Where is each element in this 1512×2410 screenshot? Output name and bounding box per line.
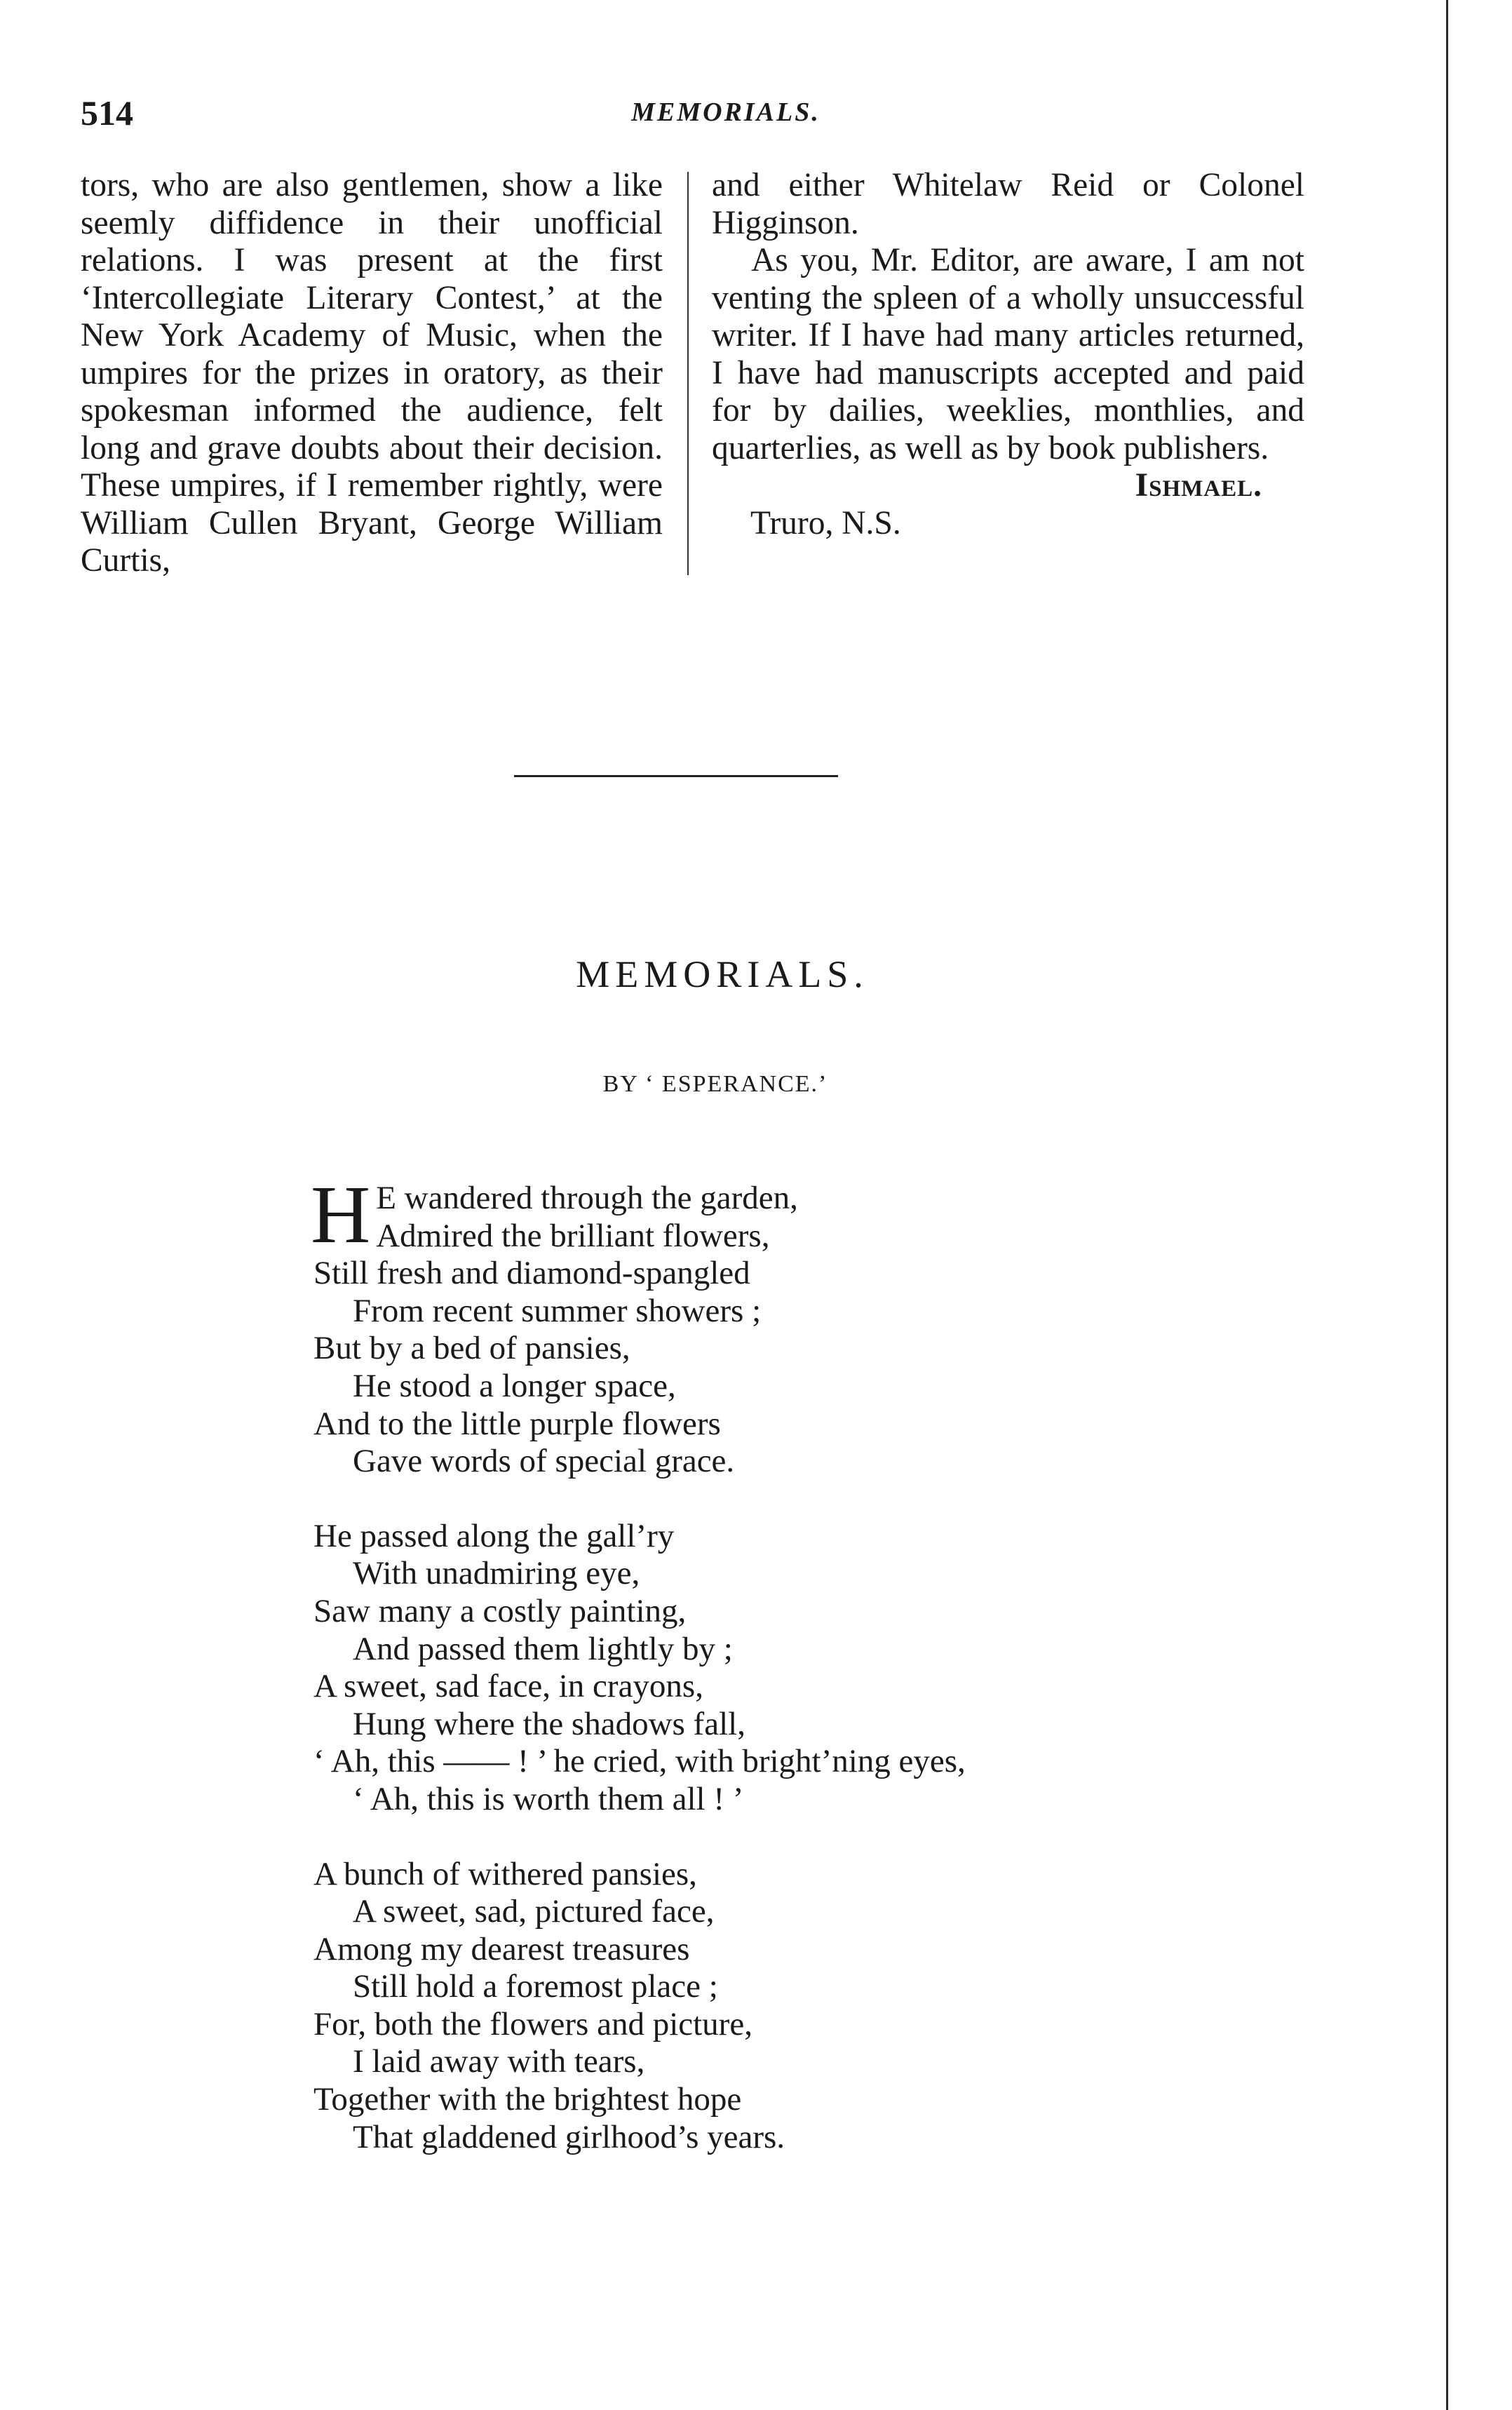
poem-stanza-2	[313, 1518, 1295, 1819]
poem-line: With unadmiring eye,	[353, 1555, 640, 1592]
poem-line: ‘ Ah, this —— ! ’ he cried, with bright’ning eyes,	[313, 1743, 966, 1780]
poem-line: A sweet, sad face, in crayons,	[313, 1668, 703, 1705]
poem-line: Still hold a foremost place ;	[353, 1968, 718, 2005]
poem-line: ‘ Ah, this is worth them all ! ’	[353, 1780, 744, 1817]
poem-title: MEMORIALS.	[576, 953, 869, 995]
poem-line: Still fresh and diamond-spangled	[313, 1255, 750, 1292]
poem-line: For, both the flowers and picture,	[313, 2005, 752, 2042]
poem-line: He passed along the gall’ry	[313, 1517, 675, 1554]
column-divider	[687, 172, 689, 575]
poem-line: Admired the brilliant flowers,	[376, 1217, 770, 1254]
poem-body	[311, 1169, 1295, 2193]
letter-place: Truro, N.S.	[750, 504, 901, 541]
letter-signature: Ishmael.	[1135, 467, 1262, 504]
drop-cap: H	[311, 1169, 371, 1260]
poem-line: That gladdened girlhood’s years.	[353, 2118, 785, 2155]
letter-paragraph: As you, Mr. Editor, are aware, I am not venting the spleen of a wholly unsuccessful writer. If I have had many articles returned, I have had manuscripts accepted and paid for by dailies, weeklies, monthlies, and quarterlies, as well as by book publishers.	[712, 242, 1304, 466]
poem-line: A sweet, sad, pictured face,	[353, 1893, 715, 1930]
poem-line: Hung where the shadows fall,	[353, 1705, 745, 1742]
poem-line: Saw many a costly painting,	[313, 1592, 687, 1629]
poem-byline: BY ‘ ESPERANCE.’	[602, 1071, 828, 1097]
poem-line: E wandered through the garden,	[376, 1180, 798, 1216]
running-title: MEMORIALS.	[631, 97, 821, 127]
poem-line: He stood a longer space,	[353, 1367, 676, 1404]
poem-line: From recent summer showers ;	[353, 1292, 762, 1329]
poem-line: And to the little purple flowers	[313, 1405, 721, 1442]
poem-line: Gave words of special grace.	[353, 1443, 735, 1480]
poem-line: Among my dearest treasures	[313, 1930, 690, 1967]
poem-stanza-3	[313, 1856, 1295, 2157]
poem-line: And passed them lightly by ;	[353, 1630, 733, 1667]
poem-line: But by a bed of pansies,	[313, 1330, 630, 1367]
section-separator	[514, 775, 838, 777]
poem-line: Together with the brightest hope	[313, 2081, 742, 2118]
letter-right-column	[712, 167, 1304, 542]
running-head	[81, 93, 1329, 142]
poem-line: I laid away with tears,	[353, 2043, 645, 2080]
letter-paragraph: and either Whitelaw Reid or Colonel Higginson.	[712, 167, 1304, 241]
page-edge-rule	[1446, 0, 1448, 2410]
letter-left-column	[81, 167, 663, 580]
page-number: 514	[81, 93, 133, 133]
letter-paragraph: tors, who are also gentlemen, show a like seemly diffidence in their unofficial relations. I was present at the first ‘Intercollegiate Literary Contest,’ at the New York Academy of Music, when the umpires for the prizes in oratory, as their spokesman informed the audience, felt long and grave doubts about their decision. These umpires, if I remember rightly, were William Cullen Bryant, George William Curtis,	[81, 167, 663, 579]
poem-stanza-1	[311, 1169, 1295, 1481]
poem-line: A bunch of withered pansies,	[313, 1855, 697, 1892]
